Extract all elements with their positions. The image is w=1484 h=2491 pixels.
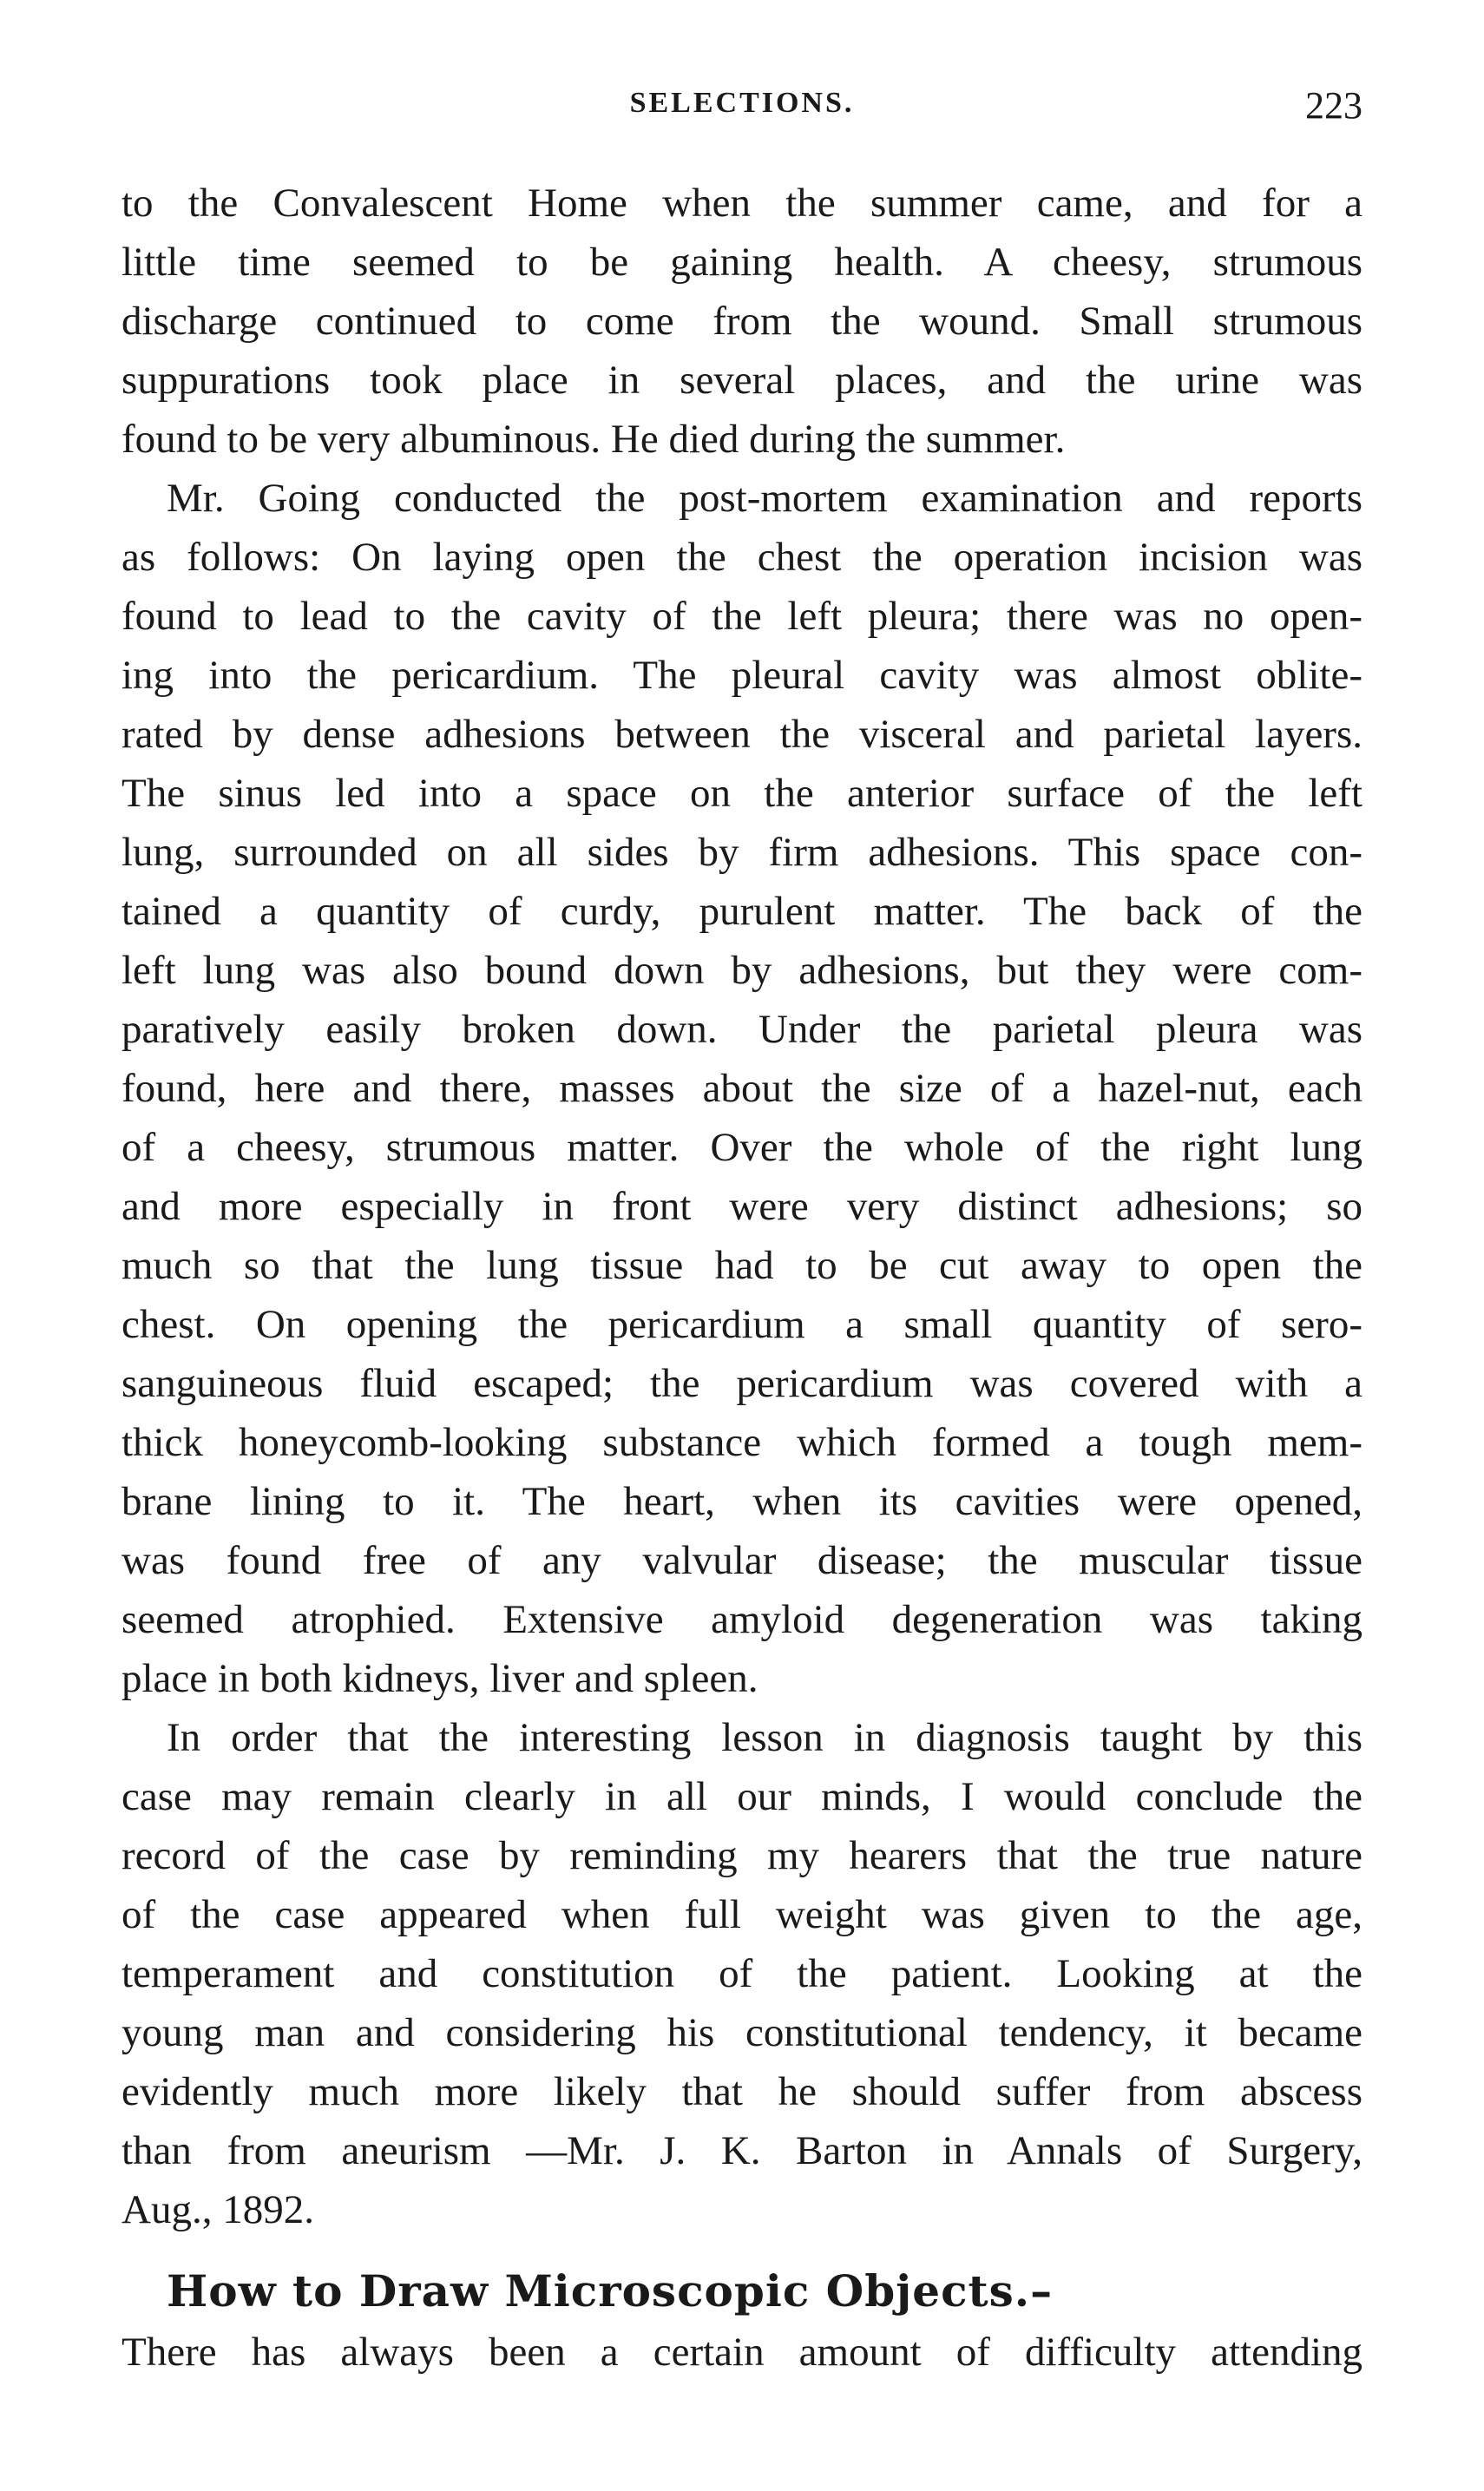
article-body bbox=[121, 174, 1363, 2382]
citation-line: than from aneurism —Mr. J. K. Barton in Annals of Surgery, bbox=[121, 2128, 1363, 2173]
text-line: of the case appeared when full weight was given to the age, bbox=[121, 1892, 1363, 1937]
text-line: The sinus led into a space on the anterior surface of the left bbox=[121, 771, 1363, 816]
text-line: There has always been a certain amount of difficulty attending bbox=[121, 2330, 1363, 2375]
text-line: discharge continued to come from the wound. Small strumous bbox=[121, 299, 1363, 344]
paragraph bbox=[121, 174, 1363, 469]
text-line: place in both kidneys, liver and spleen. bbox=[121, 1656, 758, 1701]
text-line: case may remain clearly in all our minds, I would conclude the bbox=[121, 1774, 1363, 1819]
text-line: thick honeycomb-looking substance which formed a tough mem- bbox=[121, 1420, 1363, 1465]
section-heading: How to Draw Microscopic Objects.– bbox=[167, 2265, 1054, 2317]
text-line: found to lead to the cavity of the left pleura; there was no open- bbox=[121, 594, 1363, 639]
text-line: left lung was also bound down by adhesions, but they were com- bbox=[121, 948, 1363, 993]
text-line: of a cheesy, strumous matter. Over the whole of the right lung bbox=[121, 1125, 1363, 1170]
page-number: 223 bbox=[1305, 84, 1363, 127]
running-title: SELECTIONS. bbox=[629, 87, 855, 119]
citation-date: Aug., 1892. bbox=[121, 2187, 314, 2232]
paragraph bbox=[121, 1708, 1363, 2239]
text-line: evidently much more likely that he should suffer from abscess bbox=[121, 2069, 1363, 2114]
text-line: paratively easily broken down. Under the parietal pleura was bbox=[121, 1007, 1363, 1052]
text-line: found to be very albuminous. He died during the summer. bbox=[121, 417, 1066, 462]
text-line: tained a quantity of curdy, purulent matter. The back of the bbox=[121, 889, 1363, 934]
text-line: ing into the pericardium. The pleural cavity was almost oblite- bbox=[121, 653, 1363, 698]
text-line: suppurations took place in several places, and the urine was bbox=[121, 358, 1363, 403]
text-line: little time seemed to be gaining health. A cheesy, strumous bbox=[121, 240, 1363, 285]
text-line: found, here and there, masses about the size of a hazel-nut, each bbox=[121, 1066, 1363, 1111]
text-line: lung, surrounded on all sides by firm adhesions. This space con- bbox=[121, 830, 1363, 875]
text-line: In order that the interesting lesson in diagnosis taught by this bbox=[167, 1715, 1363, 1760]
text-line: chest. On opening the pericardium a small quantity of sero- bbox=[121, 1302, 1363, 1347]
text-line: record of the case by reminding my hearers that the true nature bbox=[121, 1833, 1363, 1878]
text-line: much so that the lung tissue had to be cut away to open the bbox=[121, 1243, 1363, 1288]
page bbox=[121, 84, 1363, 2382]
paragraph bbox=[121, 469, 1363, 1708]
text-line: temperament and constitution of the patient. Looking at the bbox=[121, 1951, 1363, 1996]
text-line: was found free of any valvular disease; the muscular tissue bbox=[121, 1538, 1363, 1583]
text-line: as follows: On laying open the chest the operation incision was bbox=[121, 535, 1363, 580]
text-line: young man and considering his constitutional tendency, it became bbox=[121, 2010, 1363, 2055]
text-line: sanguineous fluid escaped; the pericardium was covered with a bbox=[121, 1361, 1363, 1406]
text-line: rated by dense adhesions between the visceral and parietal layers. bbox=[121, 712, 1363, 757]
text-line: Mr. Going conducted the post-mortem examination and reports bbox=[167, 476, 1363, 521]
text-line: seemed atrophied. Extensive amyloid degeneration was taking bbox=[121, 1597, 1363, 1642]
text-line: and more especially in front were very distinct adhesions; so bbox=[121, 1184, 1363, 1229]
text-line: to the Convalescent Home when the summer came, and for a bbox=[121, 181, 1363, 226]
text-line: brane lining to it. The heart, when its cavities were opened, bbox=[121, 1479, 1363, 1524]
running-head bbox=[121, 84, 1363, 139]
